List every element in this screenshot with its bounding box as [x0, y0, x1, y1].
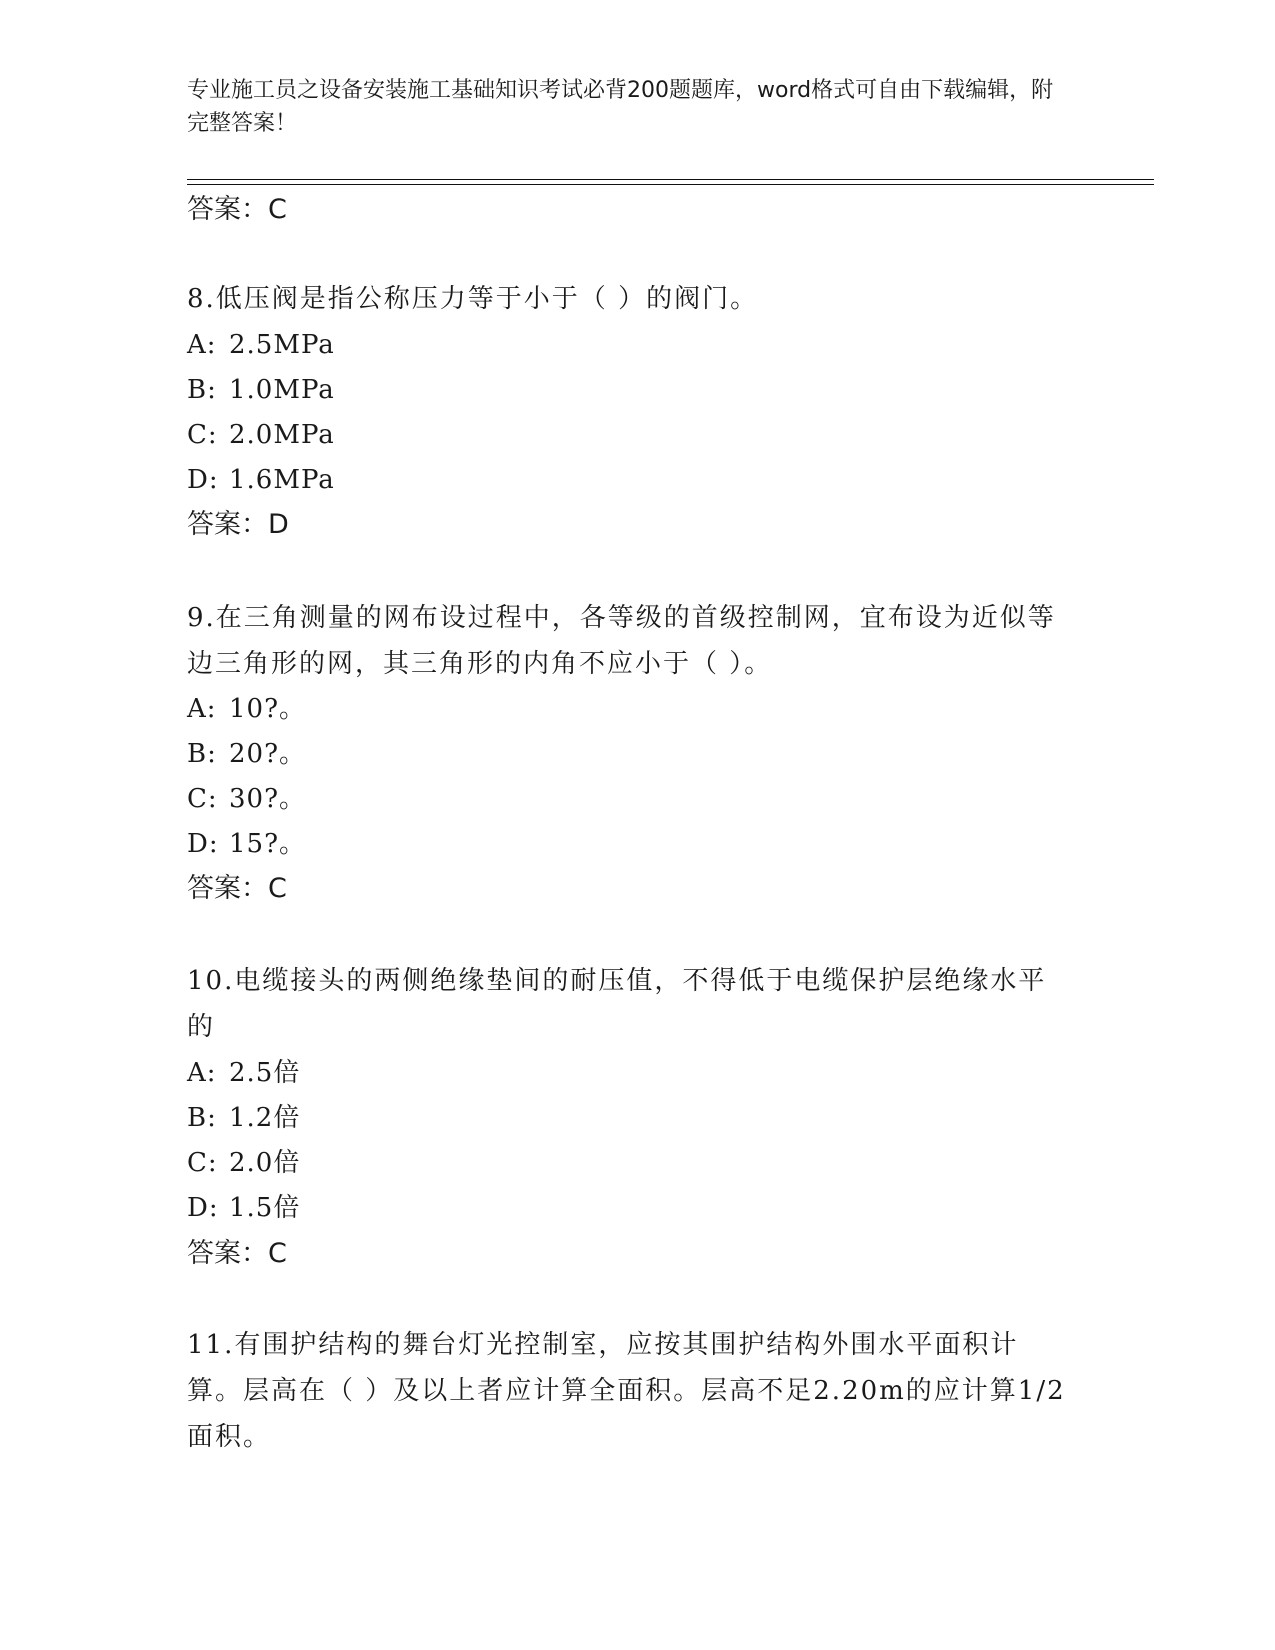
question-stem: 9.在三角测量的网布设过程中，各等级的首级控制网，宜布设为近似等边三角形的网，其三角形的内角不应小于（ ）。: [187, 603, 1056, 679]
option-c: [187, 782, 306, 816]
option-b: [187, 373, 335, 407]
option-label: B:: [187, 1103, 217, 1133]
option-label: C:: [187, 420, 218, 450]
option-d: [187, 463, 335, 497]
option-label: A:: [187, 1058, 217, 1088]
option-label: D:: [187, 465, 219, 495]
answer: 答案：D: [187, 509, 289, 540]
option-a: [187, 1056, 300, 1090]
option-text: 2.0倍: [229, 1148, 301, 1178]
option-c: [187, 418, 335, 452]
option-text: 15?。: [229, 829, 307, 859]
question-stem: 11.有围护结构的舞台灯光控制室，应按其围护结构外围水平面积计算。层高在（ ）及以上者应计算全面积。层高不足2.20m的应计算1/2面积。: [187, 1330, 1066, 1452]
option-text: 1.0MPa: [229, 375, 335, 405]
option-label: C:: [187, 784, 218, 814]
option-c: [187, 1146, 300, 1180]
option-label: D:: [187, 829, 219, 859]
header-divider-bottom: [187, 184, 1154, 185]
option-d: [187, 1191, 300, 1225]
option-text: 1.2倍: [229, 1103, 301, 1133]
option-b: [187, 1101, 300, 1135]
question-stem: 8.低压阀是指公称压力等于小于（ ）的阀门。: [187, 284, 759, 314]
answer: 答案：C: [187, 873, 287, 904]
option-text: 30?。: [229, 784, 307, 814]
answer: 答案：C: [187, 1238, 287, 1269]
option-label: D:: [187, 1193, 219, 1223]
option-label: B:: [187, 375, 217, 405]
option-label: B:: [187, 739, 217, 769]
option-text: 10?。: [229, 694, 307, 724]
option-b: [187, 737, 306, 771]
option-d: [187, 827, 306, 861]
option-label: C:: [187, 1148, 218, 1178]
option-label: A:: [187, 330, 217, 360]
header-divider-top: [187, 179, 1154, 180]
previous-answer: 答案：C: [187, 194, 287, 225]
option-text: 1.5倍: [229, 1193, 301, 1223]
document-header: 专业施工员之设备安装施工基础知识考试必背200题题库，word格式可自由下载编辑，附完整答案！: [187, 78, 1054, 136]
option-label: A:: [187, 694, 217, 724]
option-a: [187, 692, 306, 726]
option-a: [187, 328, 335, 362]
question-stem: 10.电缆接头的两侧绝缘垫间的耐压值，不得低于电缆保护层绝缘水平的: [187, 966, 1047, 1042]
option-text: 20?。: [229, 739, 307, 769]
option-text: 1.6MPa: [229, 465, 335, 495]
option-text: 2.5倍: [229, 1058, 301, 1088]
option-text: 2.0MPa: [229, 420, 335, 450]
option-text: 2.5MPa: [229, 330, 335, 360]
